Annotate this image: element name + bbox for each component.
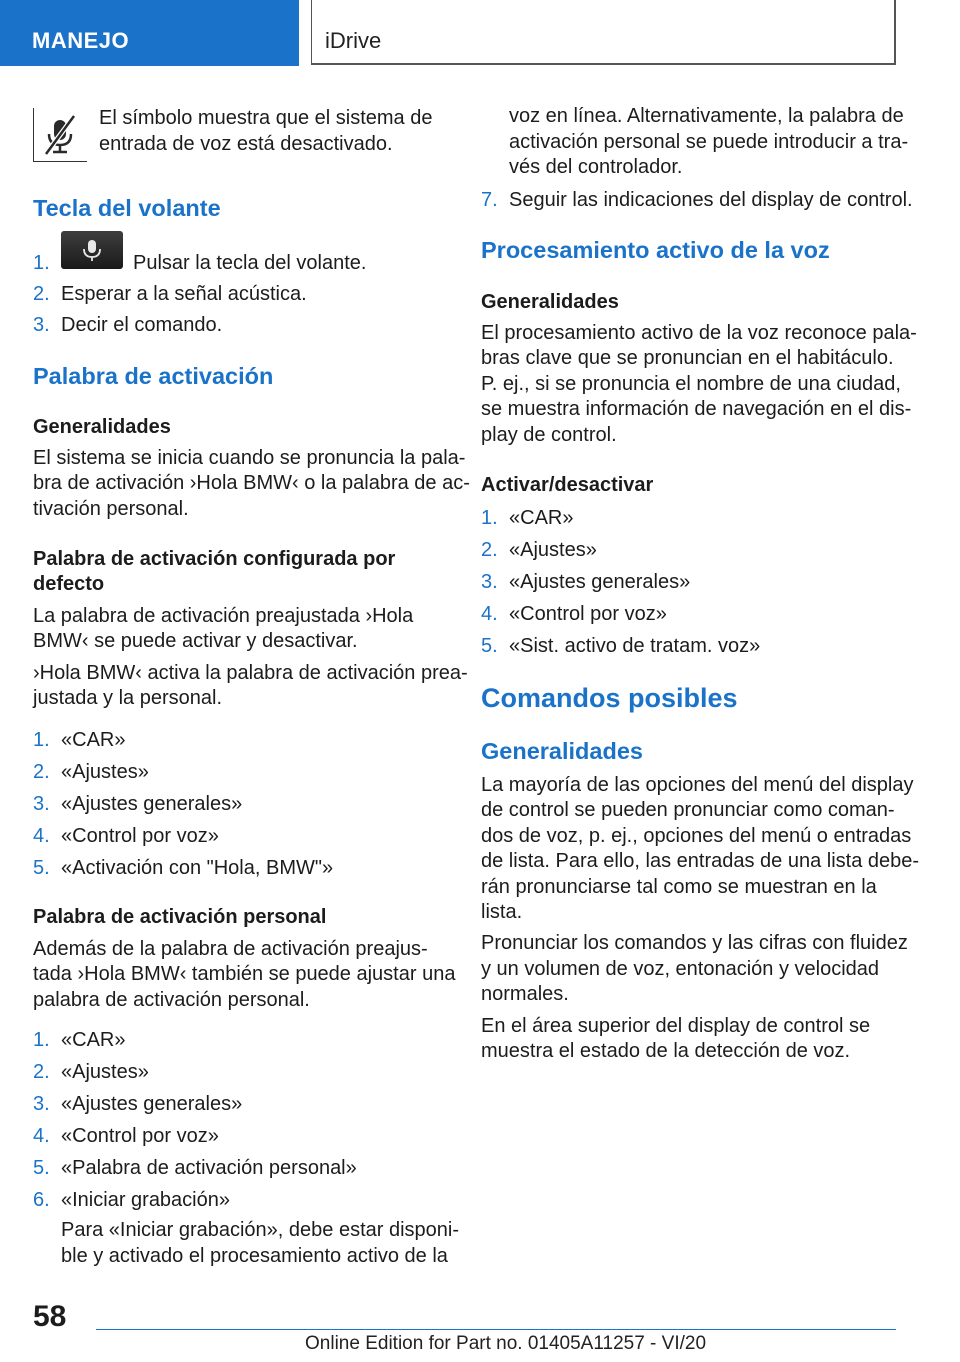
list-item-text: «Ajustes generales» (61, 1093, 243, 1115)
list-item-text: Decir el comando. (61, 314, 223, 336)
list-item-text: «CAR» (509, 507, 574, 529)
voice-disabled-icon (33, 108, 88, 163)
list-item-text: «CAR» (61, 1029, 126, 1051)
list-item-text: «Iniciar grabación» (61, 1189, 230, 1211)
list-item-text: Esperar a la señal acústica. (61, 283, 307, 305)
paragraph-line: ble y activado el procesamiento activo de la (61, 1245, 448, 1267)
paragraph-line: de lista. Para ello, las entradas de una lista debe- (481, 850, 920, 872)
list-item-text: «Ajustes» (509, 539, 597, 561)
heading-procesamiento: Procesamiento activo de la voz (481, 237, 830, 263)
list-item-text: «Activación con "Hola, BMW"» (61, 857, 334, 879)
paragraph-line: rán pronunciarse tal como se muestran en la (481, 876, 877, 898)
chapter-tab (311, 0, 896, 65)
intro-text-1: El símbolo muestra que el sistema de (99, 107, 433, 129)
paragraph-line: dos de voz, p. ej., opciones del menú o entradas (481, 825, 912, 847)
subheading-defecto-2: defecto (33, 573, 105, 595)
heading-palabra-activacion: Palabra de activación (33, 363, 274, 389)
paragraph-line: lista. (481, 901, 523, 923)
heading-tecla-volante: Tecla del volante (33, 195, 221, 221)
subheading-generalidades: Generalidades (481, 291, 619, 313)
paragraph-line: BMW‹ se puede activar y desactivar. (33, 630, 358, 652)
paragraph-line: justada y la personal. (33, 687, 223, 709)
paragraph-line: tada ›Hola BMW‹ también se puede ajustar una (33, 963, 456, 985)
list-item-text: Pulsar la tecla del volante. (133, 252, 367, 274)
paragraph-line: La palabra de activación preajustada ›Hola (33, 605, 414, 627)
subheading-generalidades: Generalidades (33, 416, 171, 438)
list-item-text: «Ajustes» (61, 761, 149, 783)
intro-text-2: entrada de voz está desactivado. (99, 133, 393, 155)
paragraph-line: El sistema se inicia cuando se pronuncia la pala- (33, 447, 466, 469)
footer-divider (96, 1329, 896, 1330)
heading-comandos: Comandos posibles (481, 683, 738, 713)
paragraph-line: Pronunciar los comandos y las cifras con fluidez (481, 932, 908, 954)
paragraph-line: Para «Iniciar grabación», debe estar disponi- (61, 1219, 460, 1241)
paragraph-line: bras clave que se pronuncian en el habitáculo. (481, 347, 894, 369)
paragraph-line: play de control. (481, 424, 617, 446)
voice-key-icon (61, 231, 123, 269)
list-item-text: «Control por voz» (61, 825, 219, 847)
list-item-text: «Ajustes generales» (61, 793, 243, 815)
subheading-personal: Palabra de activación personal (33, 906, 327, 928)
section-tab (0, 0, 299, 66)
list-item-text: «Sist. activo de tratam. voz» (509, 635, 761, 657)
paragraph-line: palabra de activación personal. (33, 989, 310, 1011)
paragraph-line: La mayoría de las opciones del menú del display (481, 774, 914, 796)
paragraph-line: Además de la palabra de activación preajus- (33, 938, 428, 960)
paragraph-line: normales. (481, 983, 569, 1005)
paragraph-line: se muestra información de navegación en el dis- (481, 398, 912, 420)
heading-generalidades: Generalidades (481, 738, 643, 764)
paragraph-line: ›Hola BMW‹ activa la palabra de activación prea- (33, 662, 468, 684)
subheading-defecto: Palabra de activación configurada por (33, 548, 396, 570)
list-item-text: «Palabra de activación personal» (61, 1157, 357, 1179)
subheading-activar: Activar/desactivar (481, 474, 654, 496)
list-item-text: «Control por voz» (509, 603, 667, 625)
paragraph-line: bra de activación ›Hola BMW‹ o la palabra de ac- (33, 472, 470, 494)
paragraph-line: tivación personal. (33, 498, 189, 520)
list-item-text: «Ajustes generales» (509, 571, 691, 593)
paragraph-line: de control se pueden pronunciar como coman- (481, 799, 895, 821)
paragraph-line: vés del controlador. (509, 156, 683, 178)
paragraph-line: En el área superior del display de control se (481, 1015, 871, 1037)
paragraph-line: voz en línea. Alternativamente, la palabra de (509, 105, 904, 127)
edition-text: Online Edition for Part no. 01405A11257 - VI/20 (305, 1333, 707, 1354)
paragraph-line: P. ej., si se pronuncia el nombre de una ciudad, (481, 373, 901, 395)
page-number: 58 (33, 1300, 67, 1333)
list-item-text: «Control por voz» (61, 1125, 219, 1147)
list-item-text: «Ajustes» (61, 1061, 149, 1083)
list-item-text: Seguir las indicaciones del display de control. (509, 189, 913, 211)
list-item-text: «CAR» (61, 729, 126, 751)
paragraph-line: y un volumen de voz, entonación y velocidad (481, 958, 880, 980)
section-title: MANEJO (32, 28, 130, 53)
paragraph-line: activación personal se puede introducir a tra- (509, 131, 909, 153)
chapter-title: iDrive (325, 28, 382, 53)
paragraph-line: muestra el estado de la detección de voz. (481, 1040, 851, 1062)
paragraph-line: El procesamiento activo de la voz reconoce pala- (481, 322, 917, 344)
